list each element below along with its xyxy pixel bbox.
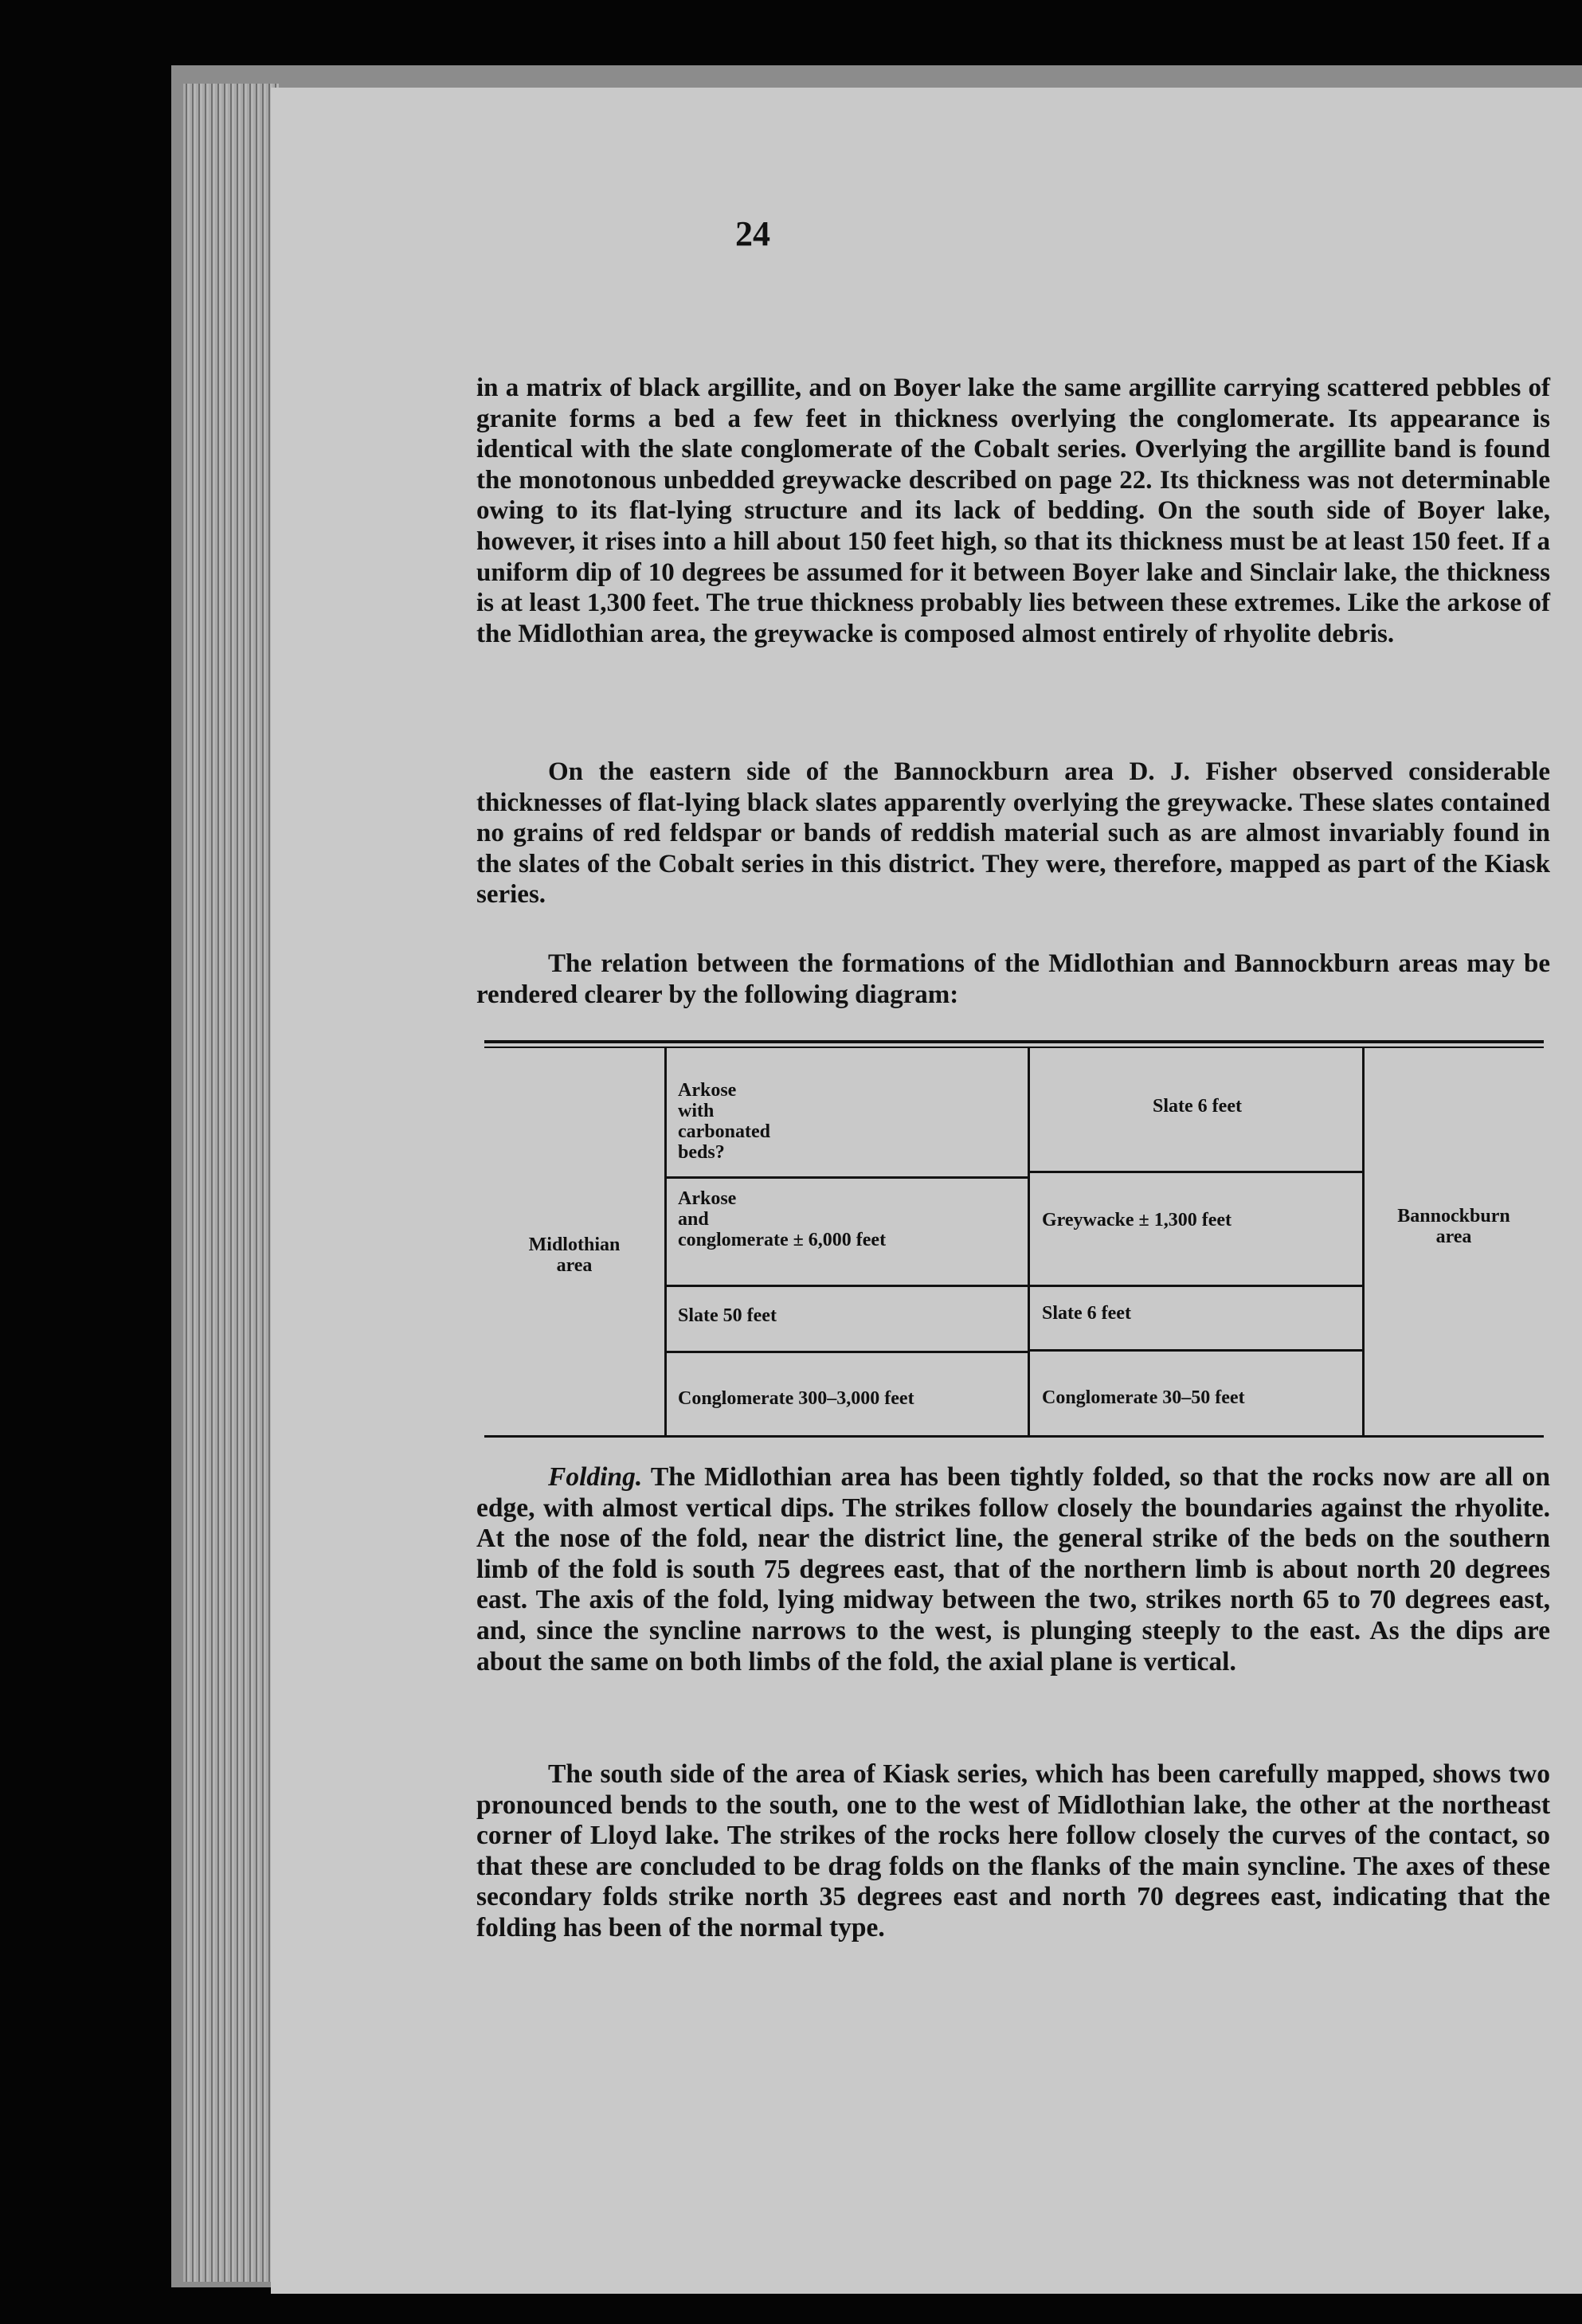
diagram-hline [1028,1285,1364,1287]
paragraph-folding [476,1462,1550,1677]
diagram-hline [1028,1349,1364,1352]
diagram-cell-slate-6: Slate 6 feet [1042,1303,1131,1324]
paragraph-text: in a matrix of black argillite, and on Boyer lake the same argillite carrying scattered pebbles of granite forms a bed a few feet in thickness overlying the conglomerate. Its appearance is identical with the slate conglomerate of the Cobalt series. Overlying the argillite band is found the monotonous unbedded greywacke described on page 22. Its thickness was not determinable owing to its flat-lying structure and its lack of bedding. On the south side of Boyer lake, however, it rises into a hill about 150 feet high, so that its thickness must be at least 150 feet. If a uniform dip of 10 degrees be assumed for it between Boyer lake and Sinclair lake, the thickness is at least 1,300 feet. The true thickness probably lies between these extremes. Like the arkose of the Midlothian area, the greywacke is composed almost entirely of rhyolite debris. [476,374,1550,648]
page-number: 24 [735,214,770,253]
diagram-cell-slate-50: Slate 50 feet [678,1305,777,1326]
diagram-vline [664,1048,667,1436]
diagram-cell-greywacke: Greywacke ± 1,300 feet [1042,1210,1232,1230]
paragraph-text: The south side of the area of Kiask series, which has been carefully mapped, shows two pronounced bends to the south, one to the west of Midlothian lake, the other at the northeast corner of Lloyd lake. The strikes of the rocks here follow closely the curves of the contact, so that these are concluded to be drag folds on the flanks of the main syncline. The axes of these secondary folds strike north 35 degrees east and north 70 degrees east, indicating that the folding has been of the normal type. [476,1759,1550,1943]
page-edges [183,84,279,2282]
paragraph-diagram-intro [476,949,1550,1010]
diagram-hline [1028,1171,1364,1173]
diagram-cell-slate: Slate 6 feet [1153,1096,1242,1117]
diagram-top-rule-thin [484,1047,1544,1048]
section-heading-folding: Folding. [548,1462,643,1492]
paragraph-greywacke [476,373,1550,649]
diagram-cell-arkose-conglomerate: Arkose and conglomerate ± 6,000 feet [678,1188,887,1250]
diagram-label-bannockburn: Bannockburn area [1397,1206,1510,1247]
diagram-cell-conglomerate-300: Conglomerate 300–3,000 feet [678,1388,914,1409]
paragraph-text: The relation between the formations of the Midlothian and Bannockburn areas may be rendered clearer by the following diagram: [476,949,1550,1009]
diagram-hline [664,1176,1029,1179]
paragraph-text: On the eastern side of the Bannockburn area D. J. Fisher observed considerable thicknesses of flat-lying black slates apparently overlying the greywacke. These slates contained no grains of red feldspar or bands of reddish material such as are almost invariably found in the slates of the Cobalt series in this district. They were, therefore, mapped as part of the Kiask series. [476,757,1550,910]
diagram-label-midlothian: Midlothian area [528,1234,621,1276]
diagram-cell-arkose-carbonated: Arkose with carbonated beds? [678,1080,770,1163]
paragraph-drag-folds [476,1759,1550,1944]
folding-body: The Midlothian area has been tightly folded, so that the rocks now are all on edge, with almost vertical dips. The strikes follow closely the boundaries against the rhyolite. At the nose of the fold, near the district line, the general strike of the beds on the southern limb of the fold is south 75 degrees east, that of the northern limb is about north 20 degrees east. The axis of the fold, lying midway between the two, strikes north 65 to 70 degrees east, and, since the syncline narrows to the west, is plunging steeply to the east. As the dips are about the same on both limbs of the fold, the axial plane is vertical. [476,1462,1550,1676]
diagram-hline [664,1351,1029,1353]
paragraph-fisher [476,757,1550,910]
diagram-top-rule [484,1040,1544,1043]
diagram-bottom-rule [484,1435,1544,1438]
formation-diagram [484,1040,1544,1438]
diagram-hline [664,1285,1029,1287]
paragraph-text [476,1462,1550,1677]
diagram-cell-conglomerate-30: Conglomerate 30–50 feet [1042,1387,1245,1408]
